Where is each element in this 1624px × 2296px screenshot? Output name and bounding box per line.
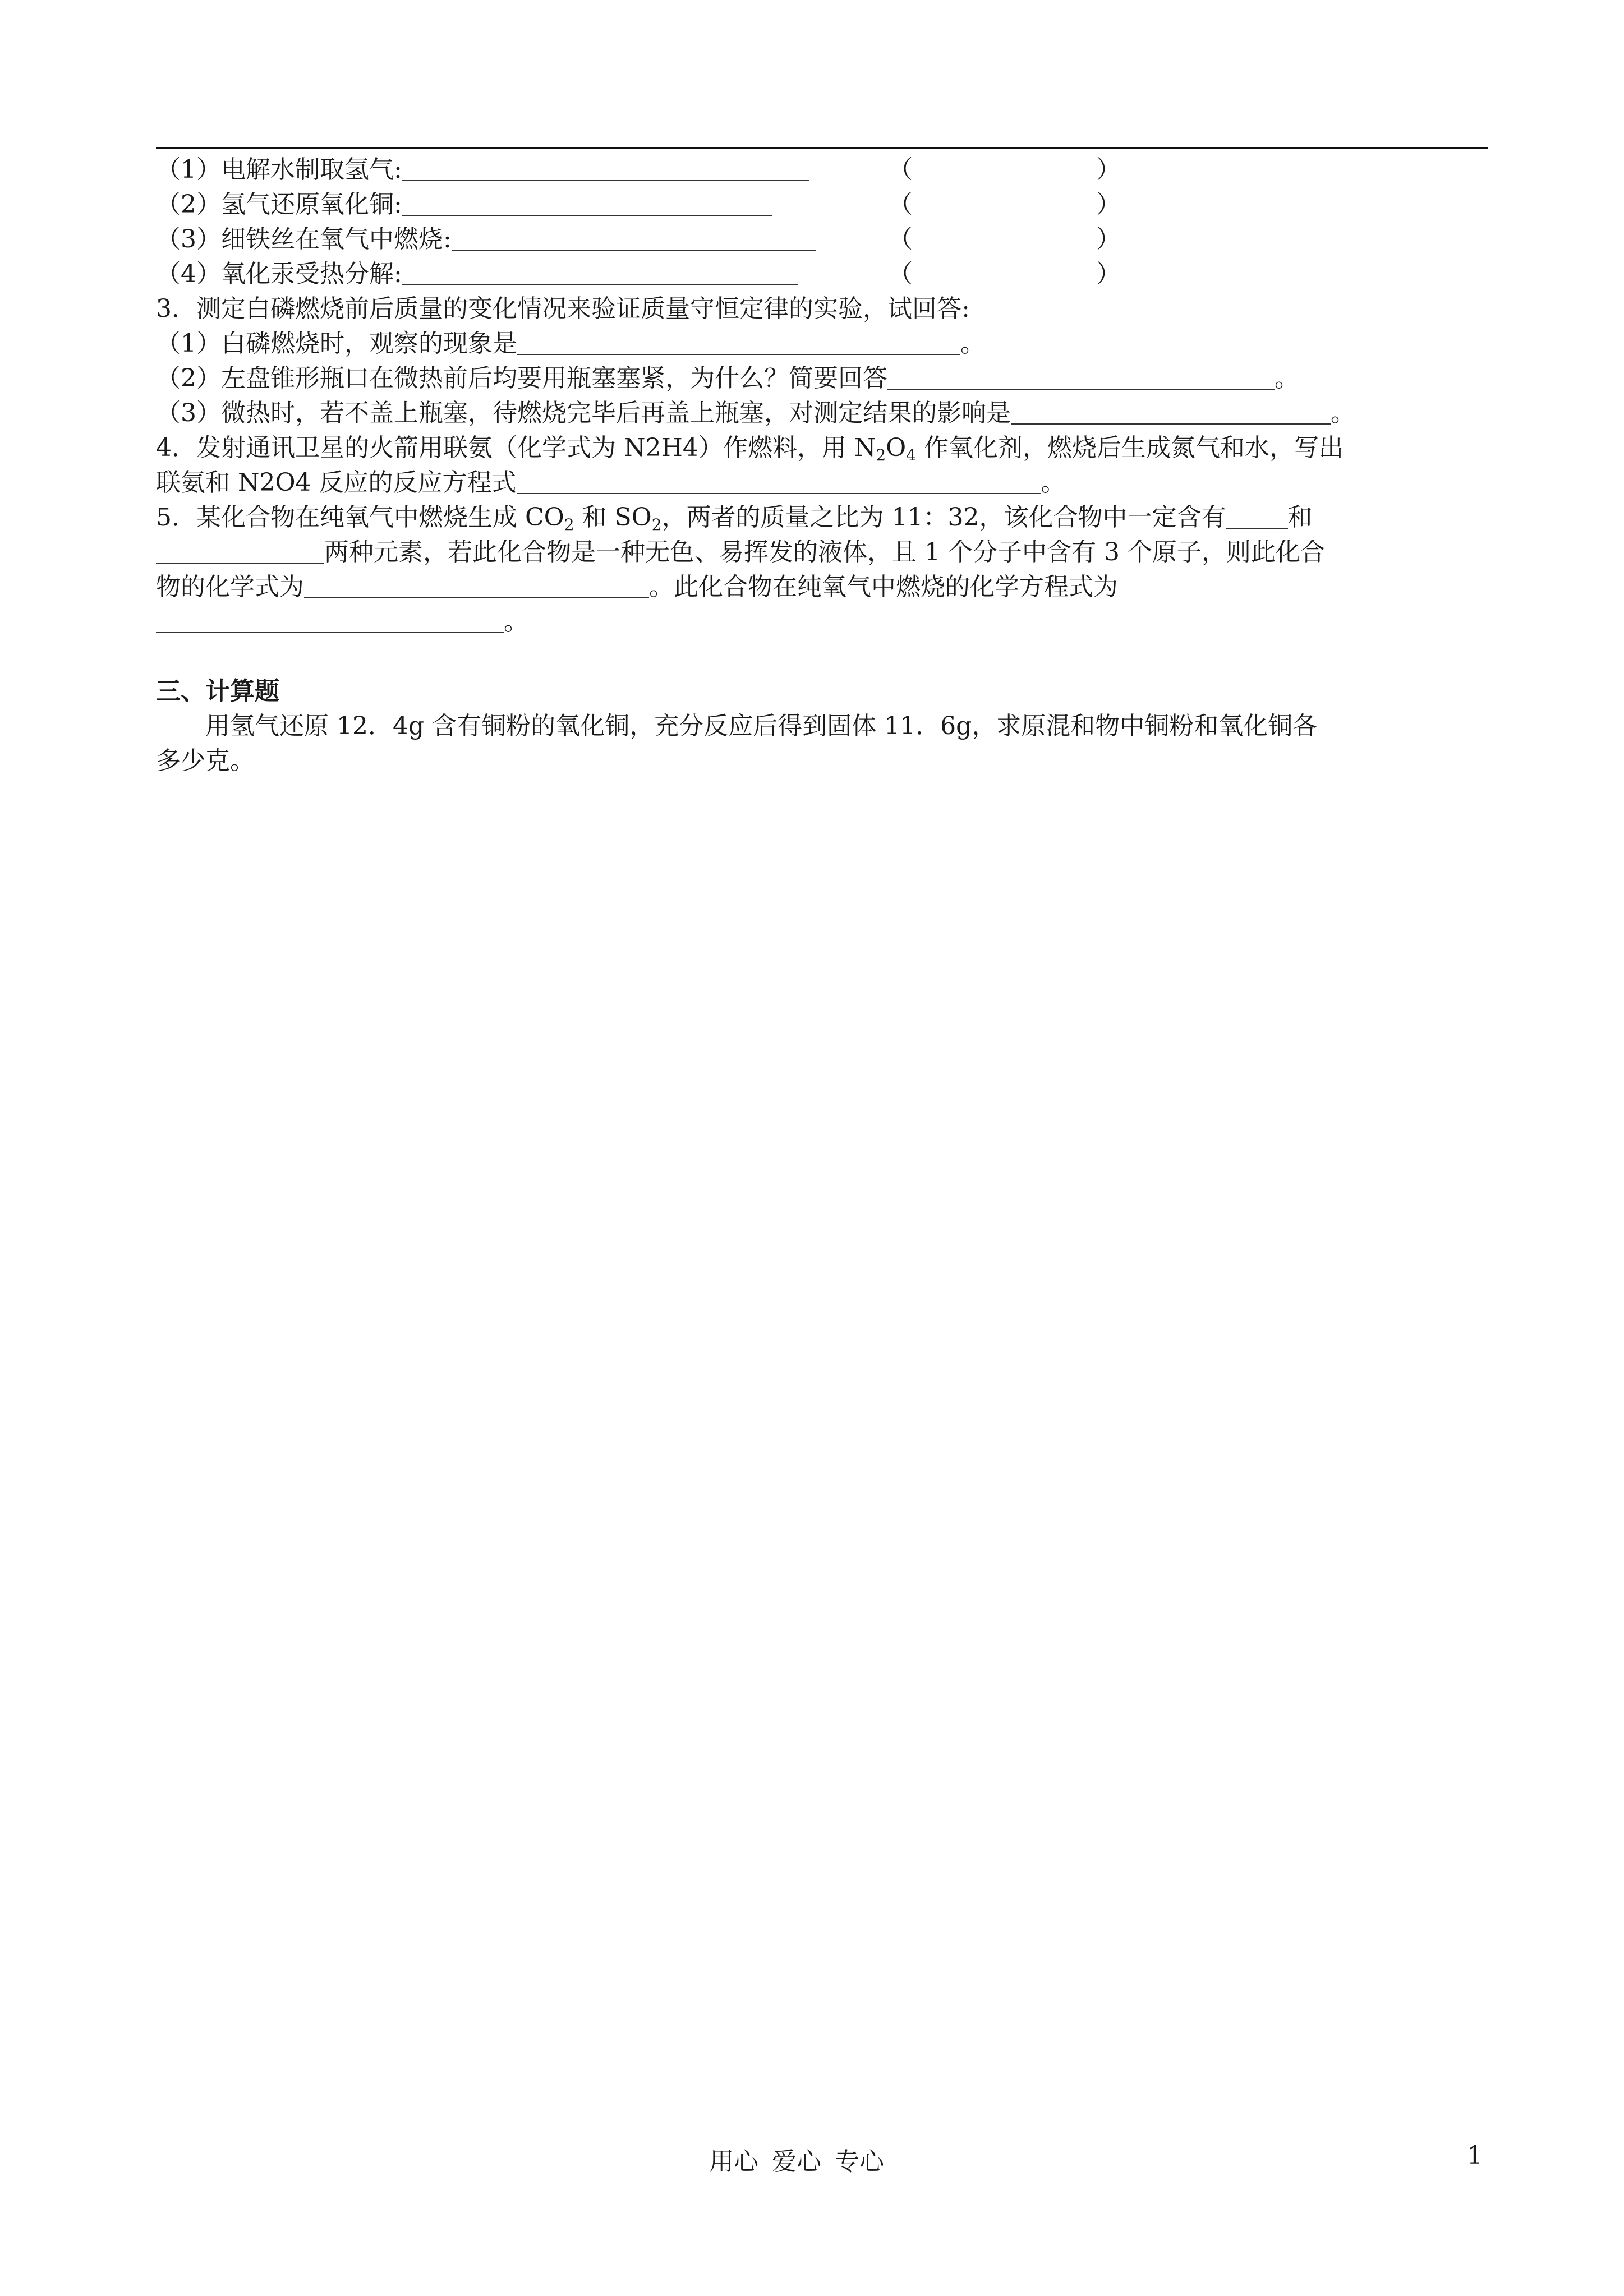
q3-sub2: [156, 361, 1488, 396]
q5-text: 两种元素，若此化合物是一种无色、易挥发的液体，且 1 个分子中含有 3 个原子，则此化合: [324, 538, 1325, 566]
q5-text: 。此化合物在纯氧气中燃烧的化学方程式为: [649, 573, 1118, 601]
header-rule: [156, 147, 1488, 149]
q5-text: 5．某化合物在纯氧气中燃烧生成 CO: [156, 503, 564, 532]
period: 。: [1331, 399, 1355, 427]
q2-item-4: [156, 257, 1488, 292]
period: 。: [1041, 468, 1066, 497]
paren-open: （: [888, 190, 913, 219]
answer-blank[interactable]: [156, 607, 504, 633]
q2-item-3: [156, 222, 1488, 257]
q4-text: 联氨和 N2O4 反应的反应方程式: [156, 468, 517, 497]
q4-text: 作氧化剂，燃烧后生成氮气和水，写出: [916, 434, 1344, 462]
section-title: 三、计算题: [156, 677, 279, 706]
spacer: [156, 639, 1488, 674]
q5-line4: [156, 605, 1488, 639]
q2-item-1: [156, 153, 1488, 187]
answer-blank[interactable]: [517, 468, 1041, 494]
q3-sub3-text: （3）微热时，若不盖上瓶塞，待燃烧完毕后再盖上瓶塞，对测定结果的影响是: [156, 399, 1011, 427]
problem-text: 多少克。: [156, 746, 255, 775]
q2-item-label: （3）细铁丝在氧气中燃烧:: [156, 225, 452, 253]
paren-open: （: [888, 260, 913, 288]
answer-blank[interactable]: [304, 573, 649, 598]
q2-item-label: （1）电解水制取氢气:: [156, 155, 402, 184]
section-3-body-line2: [156, 744, 1488, 778]
answer-blank[interactable]: [452, 225, 816, 251]
q5-line1: [156, 500, 1488, 535]
q2-item-label: （2）氢气还原氧化铜:: [156, 190, 402, 219]
problem-text: 用氢气还原 12．4g 含有铜粉的氧化铜，充分反应后得到固体 11．6g，求原混和物中铜粉和氧化铜各: [205, 712, 1318, 740]
q3-sub1-text: （1）白磷燃烧时，观察的现象是: [156, 329, 517, 358]
period: 。: [504, 607, 528, 636]
q5-text: 和: [1287, 503, 1313, 532]
q4-line1: [156, 431, 1488, 465]
footer-slogan: 用心 爱心 专心: [709, 2147, 884, 2176]
period: 。: [1275, 364, 1299, 393]
q5-text: ，两者的质量之比为 11：32，该化合物中一定含有: [661, 503, 1226, 532]
subscript: 2: [564, 515, 574, 534]
q4-text: 4．发射通讯卫星的火箭用联氨（化学式为 N2H4）作燃料，用 N: [156, 434, 876, 462]
q3-sub2-text: （2）左盘锥形瓶口在微热前后均要用瓶塞塞紧，为什么？简要回答: [156, 364, 887, 393]
paren-close: ）: [1096, 225, 1121, 253]
q3-stem: [156, 292, 1488, 326]
q5-text: 和 SO: [574, 503, 652, 532]
subscript: 2: [651, 515, 662, 534]
answer-blank[interactable]: [402, 190, 772, 216]
answer-blank[interactable]: [517, 329, 960, 355]
q4-line2: [156, 465, 1488, 500]
q4-text: O: [886, 434, 907, 462]
q5-line3: [156, 570, 1488, 605]
paren-open: （: [888, 225, 913, 253]
paren-close: ）: [1096, 190, 1121, 219]
answer-blank[interactable]: [402, 155, 809, 181]
paren-open: （: [888, 155, 913, 184]
answer-blank[interactable]: [1011, 399, 1331, 425]
answer-blank[interactable]: [887, 364, 1275, 390]
period: 。: [960, 329, 985, 358]
section-3-body-line1: [156, 709, 1488, 744]
q3-sub1: [156, 326, 1488, 361]
q5-line2: [156, 535, 1488, 570]
subscript: 2: [876, 446, 886, 464]
section-3-heading: [156, 674, 1488, 709]
q3-sub3: [156, 396, 1488, 431]
q2-item-label: （4）氧化汞受热分解:: [156, 260, 402, 288]
worksheet-content: [156, 153, 1488, 778]
answer-blank[interactable]: [1226, 503, 1288, 529]
page-number: 1: [1467, 2141, 1483, 2170]
q5-text: 物的化学式为: [156, 573, 304, 601]
subscript: 4: [906, 446, 917, 464]
q2-item-2: [156, 187, 1488, 222]
paren-close: ）: [1096, 155, 1121, 184]
paren-close: ）: [1096, 260, 1121, 288]
q3-stem-text: 3．测定白磷燃烧前后质量的变化情况来验证质量守恒定律的实验，试回答:: [156, 294, 970, 323]
answer-blank[interactable]: [402, 260, 798, 285]
answer-blank[interactable]: [156, 538, 324, 564]
